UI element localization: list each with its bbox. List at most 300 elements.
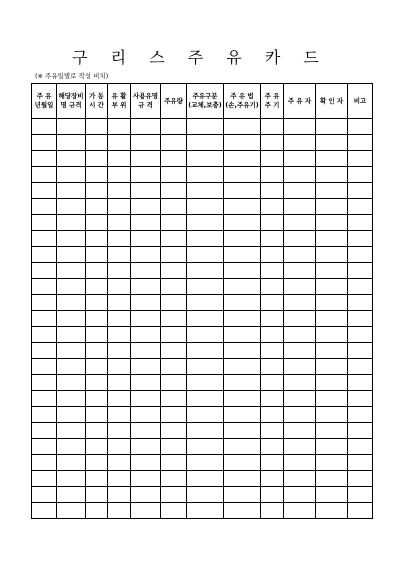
table-cell[interactable] — [86, 391, 108, 407]
table-cell[interactable] — [161, 455, 187, 471]
table-cell[interactable] — [224, 471, 261, 487]
table-cell[interactable] — [316, 247, 348, 263]
table-cell[interactable] — [261, 391, 284, 407]
table-cell[interactable] — [108, 311, 131, 327]
table-cell[interactable] — [224, 487, 261, 503]
table-cell[interactable] — [224, 455, 261, 471]
table-cell[interactable] — [187, 247, 224, 263]
table-cell[interactable] — [108, 487, 131, 503]
table-cell[interactable] — [187, 135, 224, 151]
table-cell[interactable] — [57, 439, 86, 455]
table-cell[interactable] — [32, 119, 57, 135]
table-cell[interactable] — [57, 359, 86, 375]
table-cell[interactable] — [224, 295, 261, 311]
table-cell[interactable] — [57, 455, 86, 471]
table-cell[interactable] — [284, 263, 316, 279]
table-cell[interactable] — [348, 119, 373, 135]
table-cell[interactable] — [57, 311, 86, 327]
table-cell[interactable] — [316, 423, 348, 439]
table-cell[interactable] — [187, 183, 224, 199]
table-cell[interactable] — [224, 423, 261, 439]
table-cell[interactable] — [187, 455, 224, 471]
table-cell[interactable] — [187, 199, 224, 215]
table-cell[interactable] — [261, 375, 284, 391]
table-cell[interactable] — [161, 407, 187, 423]
table-cell[interactable] — [224, 439, 261, 455]
table-cell[interactable] — [131, 439, 161, 455]
table-cell[interactable] — [316, 215, 348, 231]
table-cell[interactable] — [224, 215, 261, 231]
table-cell[interactable] — [86, 247, 108, 263]
table-cell[interactable] — [348, 295, 373, 311]
table-cell[interactable] — [86, 375, 108, 391]
table-cell[interactable] — [131, 247, 161, 263]
table-cell[interactable] — [161, 503, 187, 519]
table-cell[interactable] — [57, 279, 86, 295]
table-cell[interactable] — [187, 359, 224, 375]
table-cell[interactable] — [224, 231, 261, 247]
table-cell[interactable] — [86, 487, 108, 503]
table-cell[interactable] — [187, 407, 224, 423]
table-cell[interactable] — [224, 503, 261, 519]
table-cell[interactable] — [86, 183, 108, 199]
table-cell[interactable] — [108, 231, 131, 247]
table-cell[interactable] — [131, 343, 161, 359]
table-cell[interactable] — [316, 311, 348, 327]
table-cell[interactable] — [108, 279, 131, 295]
table-cell[interactable] — [86, 359, 108, 375]
table-cell[interactable] — [284, 199, 316, 215]
table-cell[interactable] — [108, 135, 131, 151]
table-cell[interactable] — [32, 311, 57, 327]
table-cell[interactable] — [108, 343, 131, 359]
table-cell[interactable] — [32, 359, 57, 375]
table-cell[interactable] — [261, 407, 284, 423]
table-cell[interactable] — [284, 455, 316, 471]
table-cell[interactable] — [86, 199, 108, 215]
table-cell[interactable] — [261, 439, 284, 455]
table-cell[interactable] — [57, 247, 86, 263]
table-cell[interactable] — [187, 327, 224, 343]
table-cell[interactable] — [224, 263, 261, 279]
table-cell[interactable] — [131, 263, 161, 279]
table-cell[interactable] — [261, 487, 284, 503]
table-cell[interactable] — [161, 423, 187, 439]
table-cell[interactable] — [348, 167, 373, 183]
table-cell[interactable] — [261, 279, 284, 295]
table-cell[interactable] — [348, 375, 373, 391]
table-cell[interactable] — [224, 279, 261, 295]
table-cell[interactable] — [161, 167, 187, 183]
table-cell[interactable] — [284, 119, 316, 135]
table-cell[interactable] — [348, 439, 373, 455]
table-cell[interactable] — [224, 391, 261, 407]
table-cell[interactable] — [284, 279, 316, 295]
table-cell[interactable] — [348, 391, 373, 407]
table-cell[interactable] — [57, 199, 86, 215]
table-cell[interactable] — [57, 471, 86, 487]
table-cell[interactable] — [57, 423, 86, 439]
table-cell[interactable] — [57, 343, 86, 359]
table-cell[interactable] — [261, 215, 284, 231]
table-cell[interactable] — [86, 167, 108, 183]
table-cell[interactable] — [187, 343, 224, 359]
table-cell[interactable] — [224, 343, 261, 359]
table-cell[interactable] — [32, 183, 57, 199]
table-cell[interactable] — [161, 391, 187, 407]
table-cell[interactable] — [187, 439, 224, 455]
table-cell[interactable] — [348, 247, 373, 263]
table-cell[interactable] — [131, 471, 161, 487]
table-cell[interactable] — [131, 231, 161, 247]
table-cell[interactable] — [131, 455, 161, 471]
table-cell[interactable] — [348, 487, 373, 503]
table-cell[interactable] — [348, 343, 373, 359]
table-cell[interactable] — [131, 135, 161, 151]
table-cell[interactable] — [131, 407, 161, 423]
table-cell[interactable] — [284, 151, 316, 167]
table-cell[interactable] — [261, 151, 284, 167]
table-cell[interactable] — [108, 471, 131, 487]
table-cell[interactable] — [348, 135, 373, 151]
table-cell[interactable] — [86, 471, 108, 487]
table-cell[interactable] — [316, 487, 348, 503]
table-cell[interactable] — [187, 295, 224, 311]
table-cell[interactable] — [86, 231, 108, 247]
table-cell[interactable] — [32, 471, 57, 487]
table-cell[interactable] — [108, 423, 131, 439]
table-cell[interactable] — [131, 503, 161, 519]
table-cell[interactable] — [131, 215, 161, 231]
table-cell[interactable] — [32, 167, 57, 183]
table-cell[interactable] — [32, 439, 57, 455]
table-cell[interactable] — [187, 423, 224, 439]
table-cell[interactable] — [57, 391, 86, 407]
table-cell[interactable] — [32, 295, 57, 311]
table-cell[interactable] — [187, 263, 224, 279]
table-cell[interactable] — [187, 487, 224, 503]
table-cell[interactable] — [284, 359, 316, 375]
table-cell[interactable] — [32, 199, 57, 215]
table-cell[interactable] — [57, 231, 86, 247]
table-cell[interactable] — [86, 407, 108, 423]
table-cell[interactable] — [86, 215, 108, 231]
table-cell[interactable] — [161, 439, 187, 455]
table-cell[interactable] — [32, 215, 57, 231]
table-cell[interactable] — [161, 327, 187, 343]
table-cell[interactable] — [261, 263, 284, 279]
table-cell[interactable] — [32, 423, 57, 439]
table-cell[interactable] — [161, 215, 187, 231]
table-cell[interactable] — [32, 247, 57, 263]
table-cell[interactable] — [284, 295, 316, 311]
table-cell[interactable] — [284, 327, 316, 343]
table-cell[interactable] — [187, 503, 224, 519]
table-cell[interactable] — [32, 279, 57, 295]
table-cell[interactable] — [224, 167, 261, 183]
table-cell[interactable] — [86, 135, 108, 151]
table-cell[interactable] — [187, 215, 224, 231]
table-cell[interactable] — [161, 471, 187, 487]
table-cell[interactable] — [161, 119, 187, 135]
table-cell[interactable] — [161, 231, 187, 247]
table-cell[interactable] — [284, 423, 316, 439]
table-cell[interactable] — [261, 471, 284, 487]
table-cell[interactable] — [86, 119, 108, 135]
table-cell[interactable] — [316, 231, 348, 247]
table-cell[interactable] — [261, 199, 284, 215]
table-cell[interactable] — [108, 455, 131, 471]
table-cell[interactable] — [187, 279, 224, 295]
table-cell[interactable] — [261, 327, 284, 343]
table-cell[interactable] — [316, 279, 348, 295]
table-cell[interactable] — [261, 231, 284, 247]
table-cell[interactable] — [161, 311, 187, 327]
table-cell[interactable] — [284, 487, 316, 503]
table-cell[interactable] — [131, 487, 161, 503]
table-cell[interactable] — [261, 135, 284, 151]
table-cell[interactable] — [108, 167, 131, 183]
table-cell[interactable] — [86, 295, 108, 311]
table-cell[interactable] — [284, 471, 316, 487]
table-cell[interactable] — [187, 375, 224, 391]
table-cell[interactable] — [316, 343, 348, 359]
table-cell[interactable] — [32, 231, 57, 247]
table-cell[interactable] — [316, 199, 348, 215]
table-cell[interactable] — [348, 183, 373, 199]
table-cell[interactable] — [86, 279, 108, 295]
table-cell[interactable] — [187, 311, 224, 327]
table-cell[interactable] — [348, 263, 373, 279]
table-cell[interactable] — [108, 215, 131, 231]
table-cell[interactable] — [348, 327, 373, 343]
table-cell[interactable] — [131, 119, 161, 135]
table-cell[interactable] — [108, 375, 131, 391]
table-cell[interactable] — [131, 423, 161, 439]
table-cell[interactable] — [161, 487, 187, 503]
table-cell[interactable] — [108, 391, 131, 407]
table-cell[interactable] — [316, 151, 348, 167]
table-cell[interactable] — [284, 439, 316, 455]
table-cell[interactable] — [261, 455, 284, 471]
table-cell[interactable] — [261, 503, 284, 519]
table-cell[interactable] — [348, 151, 373, 167]
table-cell[interactable] — [131, 359, 161, 375]
table-cell[interactable] — [57, 119, 86, 135]
table-cell[interactable] — [57, 135, 86, 151]
table-cell[interactable] — [284, 247, 316, 263]
table-cell[interactable] — [161, 295, 187, 311]
table-cell[interactable] — [57, 327, 86, 343]
table-cell[interactable] — [316, 327, 348, 343]
table-cell[interactable] — [57, 407, 86, 423]
table-cell[interactable] — [261, 423, 284, 439]
table-cell[interactable] — [108, 295, 131, 311]
table-cell[interactable] — [161, 247, 187, 263]
table-cell[interactable] — [316, 391, 348, 407]
table-cell[interactable] — [261, 183, 284, 199]
table-cell[interactable] — [108, 263, 131, 279]
table-cell[interactable] — [108, 183, 131, 199]
table-cell[interactable] — [32, 455, 57, 471]
table-cell[interactable] — [131, 311, 161, 327]
table-cell[interactable] — [131, 151, 161, 167]
table-cell[interactable] — [108, 247, 131, 263]
table-cell[interactable] — [316, 167, 348, 183]
table-cell[interactable] — [86, 423, 108, 439]
table-cell[interactable] — [316, 359, 348, 375]
table-cell[interactable] — [57, 487, 86, 503]
table-cell[interactable] — [57, 215, 86, 231]
table-cell[interactable] — [316, 407, 348, 423]
table-cell[interactable] — [161, 183, 187, 199]
table-cell[interactable] — [348, 455, 373, 471]
table-cell[interactable] — [284, 503, 316, 519]
table-cell[interactable] — [224, 311, 261, 327]
table-cell[interactable] — [224, 247, 261, 263]
table-cell[interactable] — [161, 279, 187, 295]
table-cell[interactable] — [224, 151, 261, 167]
table-cell[interactable] — [108, 151, 131, 167]
table-cell[interactable] — [224, 327, 261, 343]
table-cell[interactable] — [32, 407, 57, 423]
table-cell[interactable] — [187, 471, 224, 487]
table-cell[interactable] — [57, 295, 86, 311]
table-cell[interactable] — [131, 375, 161, 391]
table-cell[interactable] — [161, 151, 187, 167]
table-cell[interactable] — [86, 311, 108, 327]
table-cell[interactable] — [284, 407, 316, 423]
table-cell[interactable] — [284, 135, 316, 151]
table-cell[interactable] — [348, 231, 373, 247]
table-cell[interactable] — [108, 407, 131, 423]
table-cell[interactable] — [32, 503, 57, 519]
table-cell[interactable] — [32, 151, 57, 167]
table-cell[interactable] — [284, 375, 316, 391]
table-cell[interactable] — [108, 119, 131, 135]
table-cell[interactable] — [131, 391, 161, 407]
table-cell[interactable] — [32, 327, 57, 343]
table-cell[interactable] — [108, 439, 131, 455]
table-cell[interactable] — [284, 391, 316, 407]
table-cell[interactable] — [57, 503, 86, 519]
table-cell[interactable] — [161, 199, 187, 215]
table-cell[interactable] — [32, 343, 57, 359]
table-cell[interactable] — [32, 135, 57, 151]
table-cell[interactable] — [86, 151, 108, 167]
table-cell[interactable] — [57, 151, 86, 167]
table-cell[interactable] — [348, 311, 373, 327]
table-cell[interactable] — [316, 135, 348, 151]
table-cell[interactable] — [316, 471, 348, 487]
table-cell[interactable] — [161, 375, 187, 391]
table-cell[interactable] — [131, 183, 161, 199]
table-cell[interactable] — [187, 231, 224, 247]
table-cell[interactable] — [284, 215, 316, 231]
table-cell[interactable] — [261, 247, 284, 263]
table-cell[interactable] — [348, 199, 373, 215]
table-cell[interactable] — [224, 407, 261, 423]
table-cell[interactable] — [316, 263, 348, 279]
table-cell[interactable] — [187, 119, 224, 135]
table-cell[interactable] — [108, 503, 131, 519]
table-cell[interactable] — [32, 487, 57, 503]
table-cell[interactable] — [316, 183, 348, 199]
table-cell[interactable] — [284, 343, 316, 359]
table-cell[interactable] — [348, 407, 373, 423]
table-cell[interactable] — [131, 295, 161, 311]
table-cell[interactable] — [316, 455, 348, 471]
table-cell[interactable] — [316, 375, 348, 391]
table-cell[interactable] — [187, 167, 224, 183]
table-cell[interactable] — [187, 391, 224, 407]
table-cell[interactable] — [131, 327, 161, 343]
table-cell[interactable] — [32, 263, 57, 279]
table-cell[interactable] — [261, 167, 284, 183]
table-cell[interactable] — [348, 423, 373, 439]
table-cell[interactable] — [348, 359, 373, 375]
table-cell[interactable] — [284, 311, 316, 327]
table-cell[interactable] — [316, 119, 348, 135]
table-cell[interactable] — [57, 375, 86, 391]
table-cell[interactable] — [224, 199, 261, 215]
table-cell[interactable] — [131, 279, 161, 295]
table-cell[interactable] — [86, 343, 108, 359]
table-cell[interactable] — [224, 375, 261, 391]
table-cell[interactable] — [224, 135, 261, 151]
table-cell[interactable] — [316, 503, 348, 519]
table-cell[interactable] — [224, 119, 261, 135]
table-cell[interactable] — [348, 279, 373, 295]
table-cell[interactable] — [224, 183, 261, 199]
table-cell[interactable] — [161, 135, 187, 151]
table-cell[interactable] — [32, 375, 57, 391]
table-cell[interactable] — [86, 327, 108, 343]
table-cell[interactable] — [161, 263, 187, 279]
table-cell[interactable] — [32, 391, 57, 407]
table-cell[interactable] — [187, 151, 224, 167]
table-cell[interactable] — [108, 327, 131, 343]
table-cell[interactable] — [57, 167, 86, 183]
table-cell[interactable] — [86, 455, 108, 471]
table-cell[interactable] — [284, 183, 316, 199]
table-cell[interactable] — [316, 439, 348, 455]
table-cell[interactable] — [284, 231, 316, 247]
table-cell[interactable] — [57, 263, 86, 279]
table-cell[interactable] — [57, 183, 86, 199]
table-cell[interactable] — [261, 119, 284, 135]
table-cell[interactable] — [261, 343, 284, 359]
table-cell[interactable] — [108, 359, 131, 375]
table-cell[interactable] — [108, 199, 131, 215]
table-cell[interactable] — [86, 439, 108, 455]
table-cell[interactable] — [131, 199, 161, 215]
table-cell[interactable] — [224, 359, 261, 375]
table-cell[interactable] — [316, 295, 348, 311]
table-cell[interactable] — [86, 503, 108, 519]
table-cell[interactable] — [348, 215, 373, 231]
table-cell[interactable] — [348, 503, 373, 519]
table-cell[interactable] — [161, 359, 187, 375]
table-cell[interactable] — [131, 167, 161, 183]
table-cell[interactable] — [284, 167, 316, 183]
table-cell[interactable] — [261, 359, 284, 375]
table-cell[interactable] — [348, 471, 373, 487]
table-cell[interactable] — [161, 343, 187, 359]
table-cell[interactable] — [261, 311, 284, 327]
table-cell[interactable] — [261, 295, 284, 311]
table-cell[interactable] — [86, 263, 108, 279]
